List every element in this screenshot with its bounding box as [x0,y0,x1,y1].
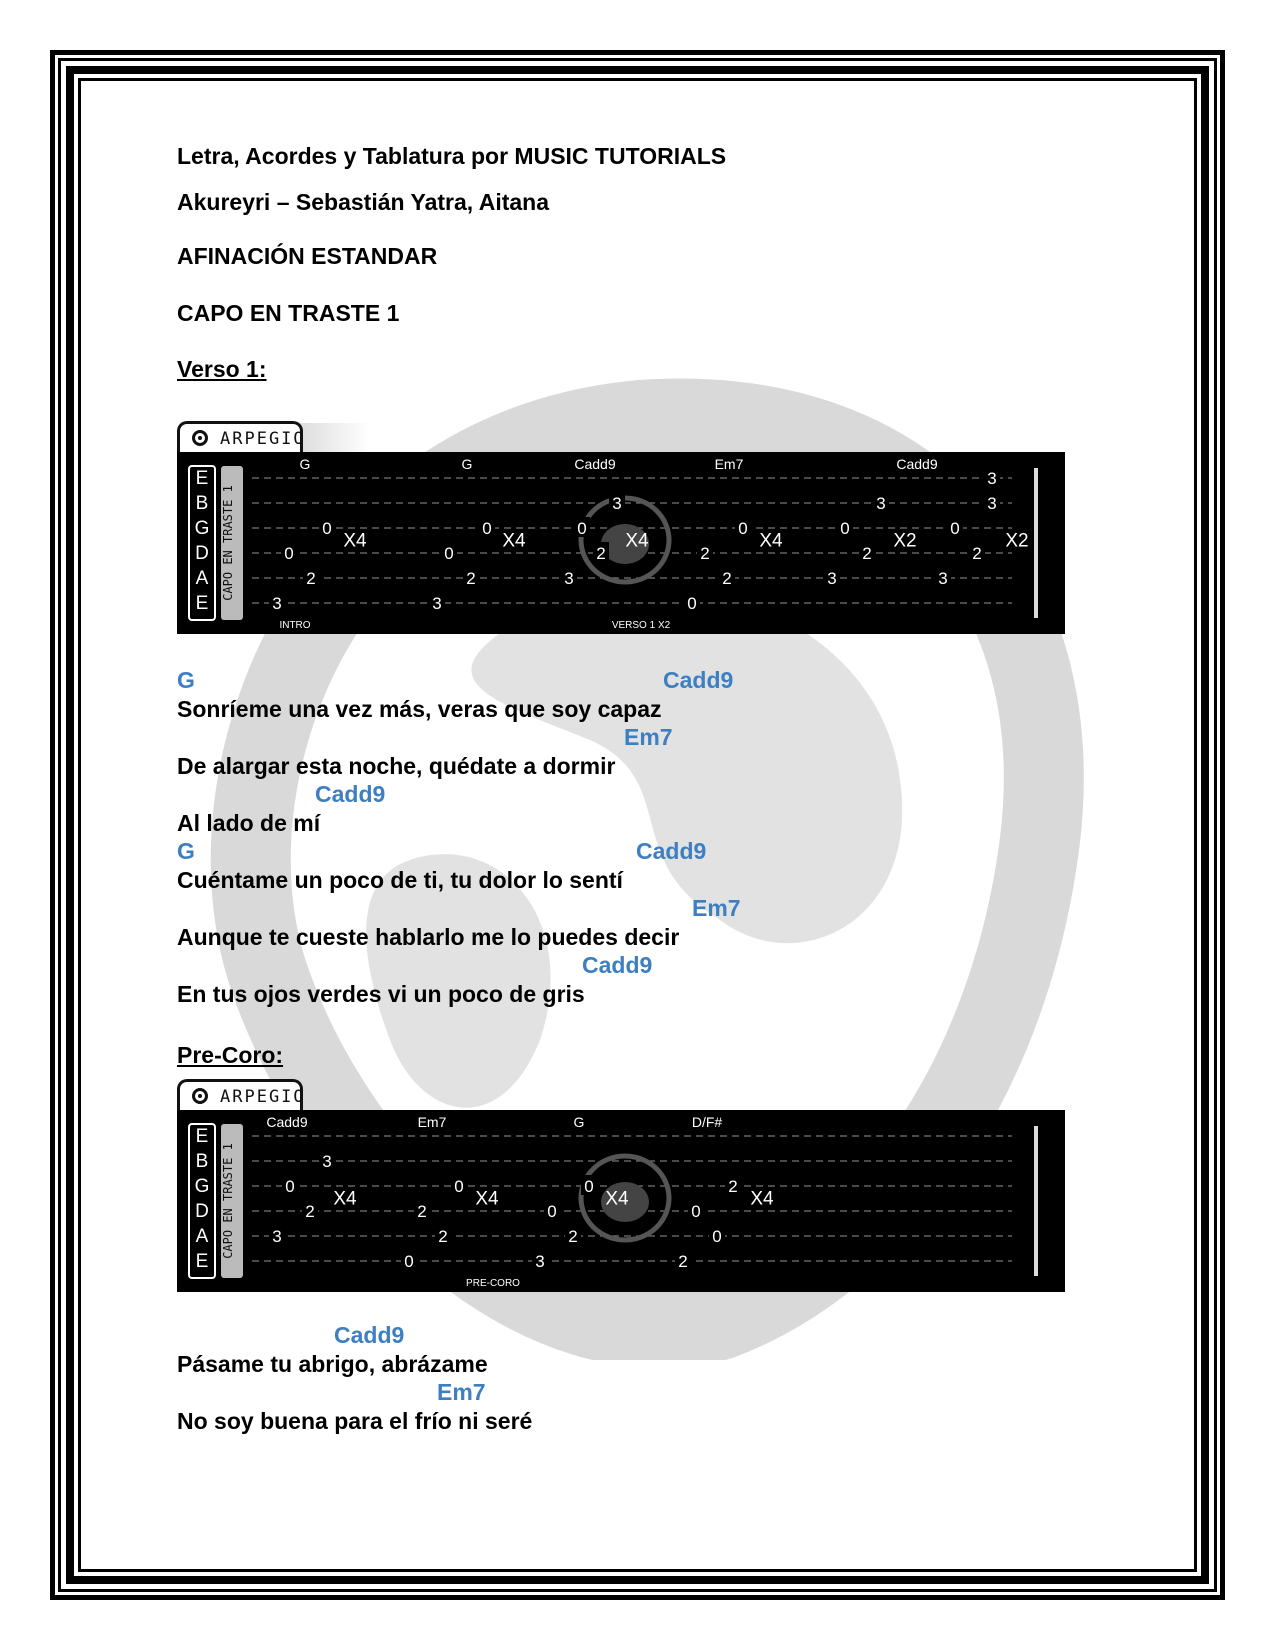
tablature-precoro [177,1110,1065,1292]
string-name: G [194,1176,210,1197]
fret-number: 0 [584,1177,594,1196]
fret-number: 3 [612,494,622,513]
repeat-mark: X4 [759,530,783,552]
chord-label: Em7 [624,724,673,750]
fret-number: 2 [305,1202,315,1221]
lyric-line: Pásame tu abrigo, abrázame [177,1351,488,1377]
fret-number: 3 [987,469,997,488]
fret-number: 3 [272,594,282,613]
arpegio-label: ARPEGIO [220,1087,306,1107]
fret-number: 0 [444,544,454,563]
repeat-mark: X4 [333,1188,357,1210]
repeat-mark: X4 [605,1188,629,1210]
tablature-verso [177,452,1065,634]
lyric-line: Al lado de mí [177,810,321,836]
string-name: E [195,1126,209,1147]
fret-number: 0 [840,519,850,538]
fret-number: 0 [482,519,492,538]
fret-number: 2 [862,544,872,563]
fret-number: 2 [678,1252,688,1271]
repeat-mark: X4 [502,530,526,552]
fret-number: 3 [827,569,837,588]
chord-label: Em7 [437,1379,486,1405]
fret-number: 0 [285,1177,295,1196]
fret-number: 2 [438,1227,448,1246]
string-name: B [195,1151,209,1172]
tuning-line: AFINACIÓN ESTANDAR [177,243,438,269]
fret-number: 0 [454,1177,464,1196]
credits-line: Letra, Acordes y Tablatura por MUSIC TUTORIALS [177,143,727,169]
pick-icon [192,430,208,446]
chord-label: Cadd9 [663,667,734,693]
fret-number: 3 [432,594,442,613]
fret-number: 3 [535,1252,545,1271]
capo-label: CAPO EN TRASTE 1 [221,1143,235,1259]
fret-number: 0 [712,1227,722,1246]
tab-section-label: INTRO [279,620,311,631]
tab-chord-name: Em7 [714,456,744,472]
fret-number: 0 [404,1252,414,1271]
fret-number: 0 [687,594,697,613]
tab-chord-name: G [299,456,311,472]
string-name: E [195,593,209,614]
chord-label: G [177,838,195,864]
lyric-line: No soy buena para el frío ni seré [177,1408,533,1434]
tab-chord-name: Cadd9 [266,1114,308,1130]
fret-number: 2 [700,544,710,563]
section-verso-heading: Verso 1: [177,356,267,382]
lyric-line: Sonríeme una vez más, veras que soy capaz [177,696,662,722]
string-name: A [195,1226,209,1247]
repeat-mark: X4 [343,530,367,552]
fret-number: 2 [728,1177,738,1196]
fret-number: 2 [306,569,316,588]
capo-line: CAPO EN TRASTE 1 [177,300,400,326]
repeat-mark: X2 [1005,530,1029,552]
string-name: G [194,518,210,539]
chord-label: Em7 [692,895,741,921]
string-name: D [195,543,209,564]
arpegio-label: ARPEGIO [220,429,306,449]
arpegio-tab-shadow [300,423,370,453]
capo-label: CAPO EN TRASTE 1 [221,485,235,601]
tab-chord-name: D/F# [691,1114,723,1130]
lyric-line: De alargar esta noche, quédate a dormir [177,753,616,779]
tab-section-label: PRE-CORO [466,1278,520,1289]
tab-section-label: VERSO 1 X2 [611,620,671,631]
fret-number: 0 [738,519,748,538]
chord-label: Cadd9 [334,1322,405,1348]
fret-number: 2 [722,569,732,588]
fret-number: 2 [568,1227,578,1246]
lyric-line: En tus ojos verdes vi un poco de gris [177,981,585,1007]
tab-chord-name: G [461,456,473,472]
fret-number: 0 [547,1202,557,1221]
repeat-mark: X4 [625,530,649,552]
fret-number: 3 [876,494,886,513]
chord-label: Cadd9 [582,952,653,978]
pick-icon [192,1088,208,1104]
tab-chord-name: G [573,1114,585,1130]
fret-number: 3 [987,494,997,513]
string-name: E [195,1251,209,1272]
chord-label: Cadd9 [315,781,386,807]
song-title: Akureyri – Sebastián Yatra, Aitana [177,189,550,215]
string-name: B [195,493,209,514]
fret-number: 2 [417,1202,427,1221]
fret-number: 0 [577,519,587,538]
fret-number: 3 [322,1152,332,1171]
fret-number: 0 [950,519,960,538]
string-name: D [195,1201,209,1222]
fret-number: 2 [596,544,606,563]
section-precoro-heading: Pre-Coro: [177,1042,284,1068]
lyric-line: Aunque te cueste hablarlo me lo puedes decir [177,924,680,950]
fret-number: 2 [466,569,476,588]
repeat-mark: X2 [893,530,917,552]
chord-label: G [177,667,195,693]
fret-number: 0 [322,519,332,538]
tab-chord-name: Em7 [417,1114,447,1130]
tab-chord-name: Cadd9 [574,456,616,472]
repeat-mark: X4 [750,1188,774,1210]
fret-number: 3 [564,569,574,588]
string-name: A [195,568,209,589]
fret-number: 0 [691,1202,701,1221]
arpegio-tab-label-2 [177,1079,306,1111]
repeat-mark: X4 [475,1188,499,1210]
fret-number: 0 [284,544,294,563]
fret-number: 3 [272,1227,282,1246]
fret-number: 2 [972,544,982,563]
string-name: E [195,468,209,489]
fret-number: 3 [938,569,948,588]
arpegio-tab-label [177,421,306,453]
chord-label: Cadd9 [636,838,707,864]
lyric-line: Cuéntame un poco de ti, tu dolor lo sentí [177,867,623,893]
tab-chord-name: Cadd9 [896,456,938,472]
